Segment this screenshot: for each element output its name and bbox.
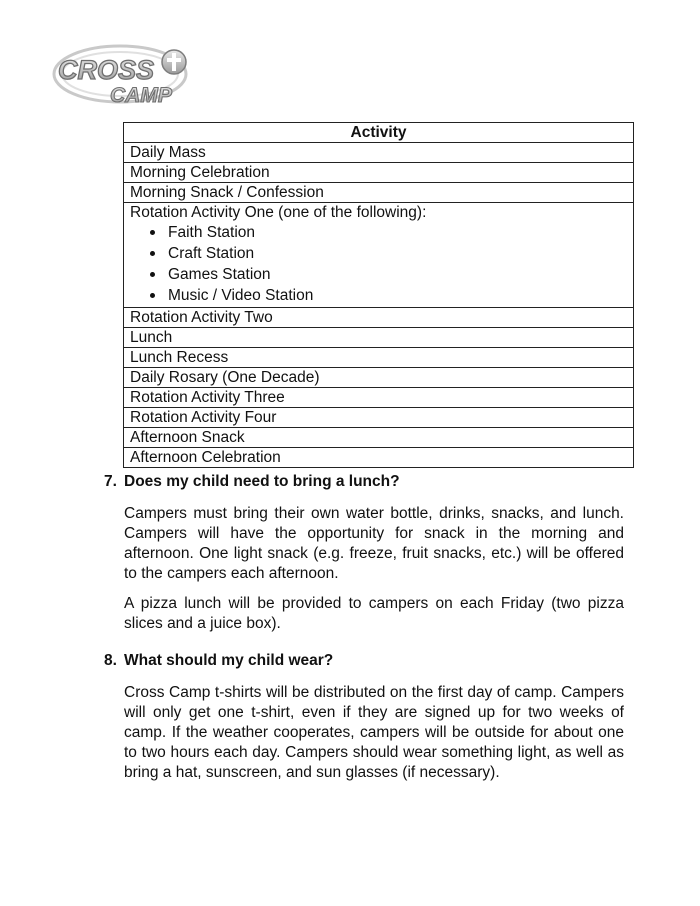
table-row <box>124 388 634 408</box>
table-row <box>124 328 634 348</box>
table-cell: Lunch Recess <box>124 348 634 368</box>
list-item: Games Station <box>168 264 627 285</box>
table-row <box>124 203 634 308</box>
table-row <box>124 183 634 203</box>
table-cell: Afternoon Snack <box>124 428 634 448</box>
rotation-cell <box>124 203 634 308</box>
table-header: Activity <box>124 123 634 143</box>
logo-word-camp: CAMP <box>110 84 172 107</box>
activity-table <box>123 122 634 468</box>
section-heading <box>104 472 624 492</box>
table-row <box>124 163 634 183</box>
table-cell: Afternoon Celebration <box>124 448 634 468</box>
table-row <box>124 428 634 448</box>
table-cell: Morning Snack / Confession <box>124 183 634 203</box>
table-row <box>124 308 634 328</box>
table-cell: Daily Rosary (One Decade) <box>124 368 634 388</box>
section-paragraph: A pizza lunch will be provided to campers on each Friday (two pizza slices and a juice box). <box>124 595 624 632</box>
section-heading <box>104 651 624 671</box>
rotation-options-list <box>130 222 627 306</box>
section-number: 8. <box>104 652 117 669</box>
table-header-row <box>124 123 634 143</box>
section-number: 7. <box>104 473 117 490</box>
table-cell: Lunch <box>124 328 634 348</box>
section-paragraph: Cross Camp t-shirts will be distributed on the first day of camp. Campers will only get one t-shirt, even if they are signed up for two weeks of camp. If the weather cooperates, campers will be outside for about one to two hours each day. Campers should wear something light, as well as bring a hat, sunscreen, and sun glasses (if necessary). <box>124 684 624 781</box>
table-row <box>124 448 634 468</box>
section-title: What should my child wear? <box>124 652 334 669</box>
list-item: Music / Video Station <box>168 285 627 306</box>
table-row <box>124 348 634 368</box>
table-cell: Morning Celebration <box>124 163 634 183</box>
faq-section-clothing <box>104 651 624 783</box>
list-item: Faith Station <box>168 222 627 243</box>
table-cell: Rotation Activity Two <box>124 308 634 328</box>
table-cell: Rotation Activity Four <box>124 408 634 428</box>
section-title: Does my child need to bring a lunch? <box>124 473 400 490</box>
table-row <box>124 143 634 163</box>
table-row <box>124 368 634 388</box>
faq-section-lunch <box>104 472 624 634</box>
logo-word-cross: CROSS <box>58 55 155 85</box>
table-cell: Daily Mass <box>124 143 634 163</box>
table-row <box>124 408 634 428</box>
table-cell: Rotation Activity Three <box>124 388 634 408</box>
cross-camp-logo <box>48 40 198 112</box>
section-paragraph: Campers must bring their own water bottle, drinks, snacks, and lunch. Campers will have the opportunity for snack in the morning and afternoon. One light snack (e.g. freeze, fruit snacks, etc.) will be offered to the campers each afternoon. <box>124 505 624 582</box>
list-item: Craft Station <box>168 243 627 264</box>
table-cell-text: Rotation Activity One (one of the following): <box>130 204 427 221</box>
